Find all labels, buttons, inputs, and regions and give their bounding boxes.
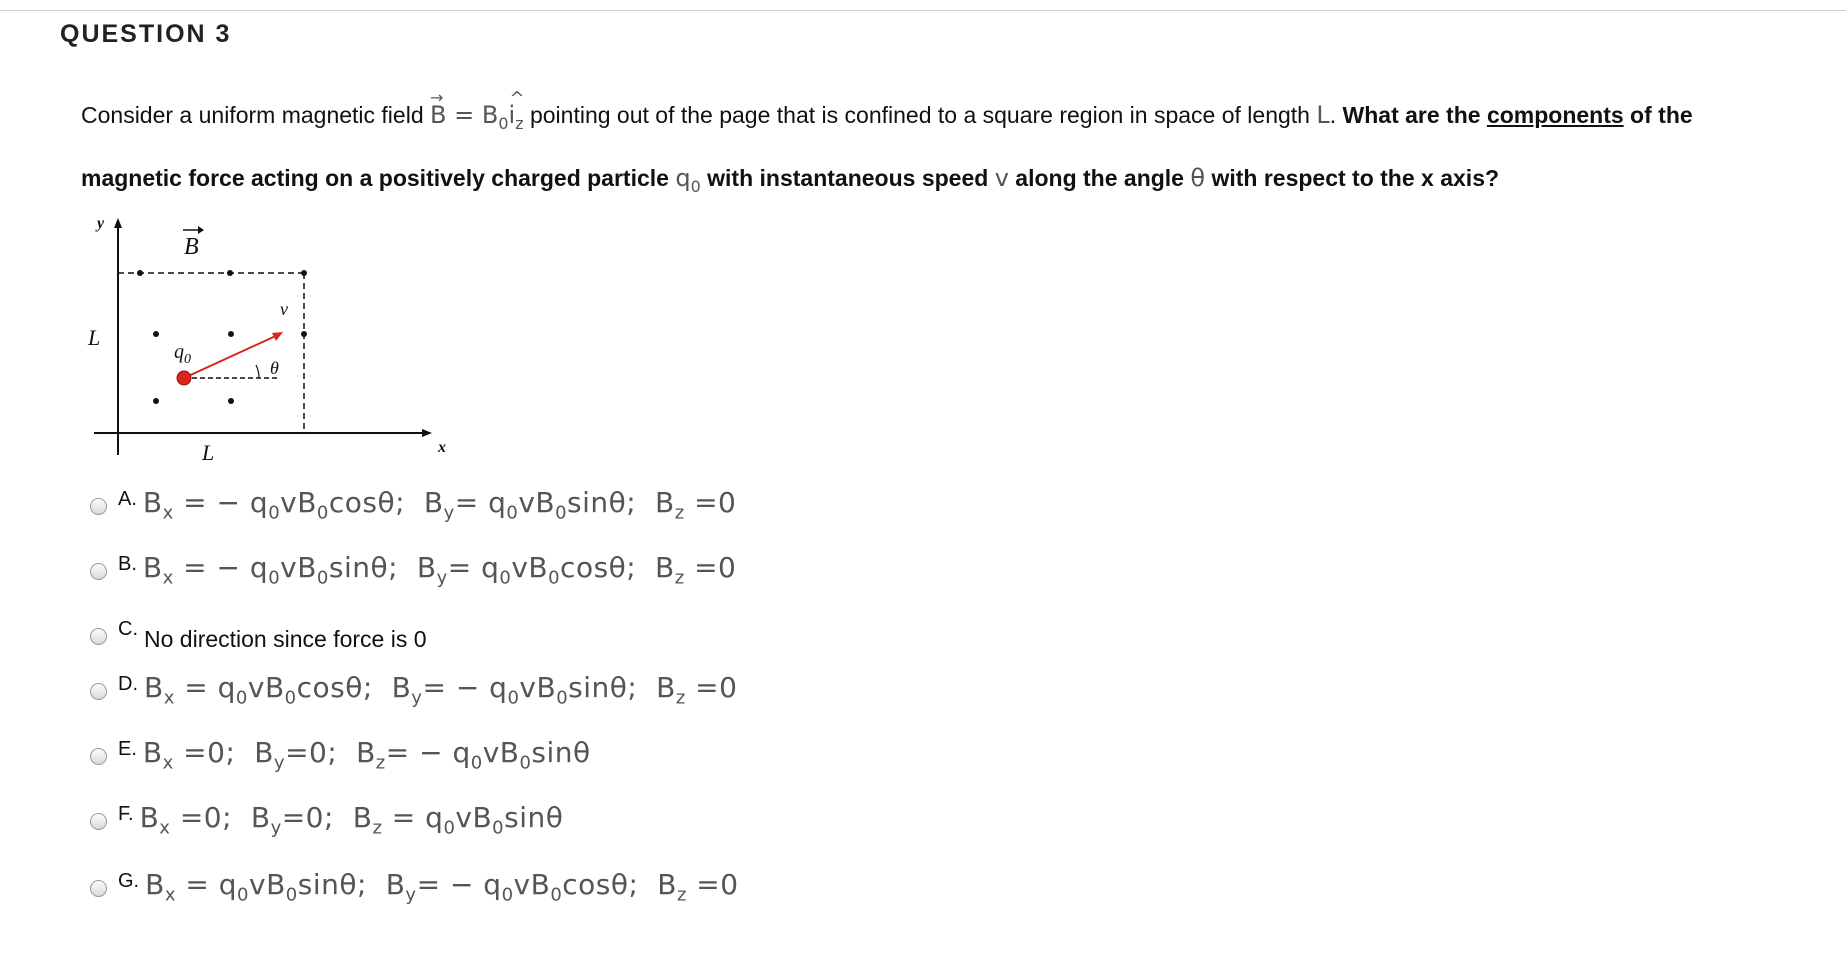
option-g-expression: $B_x = q_0vB_0\sin\theta$; $B_y= - q_0vB_0\cos\theta$; $B_z =0$ (145, 868, 739, 906)
field-dot (153, 398, 159, 404)
charge-label: $q_0$ (174, 341, 191, 367)
option-b[interactable]: B. $B_x$ = − $q_0vB_0\sin\theta$; $B_y= q_0vB_0\cos\theta$; $B_z =0$ (90, 550, 736, 590)
option-b-expression: $B_x$ = − $q_0vB_0\sin\theta$; $B_y= q_0vB_0\cos\theta$; $B_z =0$ (142, 551, 737, 589)
velocity-label: v (280, 299, 288, 319)
magnetic-field-diagram (80, 210, 460, 475)
option-g[interactable]: G. $B_x = q_0vB_0\sin\theta$; $B_y= - q_0vB_0\cos\theta$; $B_z =0$ (90, 867, 739, 907)
option-f-expression: $B_x =0$; $B_y=0$; $B_z = q_0vB_0\sin\theta$ (139, 801, 564, 839)
field-dot (301, 331, 307, 337)
field-dot (228, 398, 234, 404)
length-symbol: L (1316, 101, 1330, 129)
option-f-radio[interactable] (90, 813, 107, 830)
side-length-bottom-label: L (202, 440, 215, 465)
charge-symbol: $q_0$ (675, 163, 701, 196)
option-d-radio[interactable] (90, 683, 107, 700)
diagram-b-label: B (184, 234, 199, 260)
option-d[interactable]: D. $B_x = q_0vB_0\cos\theta$; $B_y= - q_0vB_0\sin\theta$; $B_z =0$ (90, 670, 737, 710)
option-a-expression: $B_x$ = − $q_0vB_0\cos\theta$; $B_y= q_0vB_0\sin\theta$; $B_z =0$ (142, 486, 737, 524)
top-divider (0, 10, 1846, 11)
theta-label: θ (270, 358, 279, 378)
velocity-arrow (184, 334, 280, 378)
option-a-radio[interactable] (90, 498, 107, 515)
question-line-2: magnetic force acting on a positively charged particle $q_0$ with instantaneous speed v along the angle θ with respect to the x axis? (81, 163, 1500, 196)
field-dot (153, 331, 159, 337)
option-d-expression: $B_x = q_0vB_0\cos\theta$; $B_y= - q_0vB_0\sin\theta$; $B_z =0$ (144, 671, 738, 709)
y-axis-label: y (97, 215, 105, 232)
question-text (81, 88, 1801, 214)
field-dot (137, 270, 143, 276)
angle-arc (256, 365, 259, 378)
option-e[interactable]: E. $B_x =0$; $B_y=0$; $B_z= - q_0vB_0\sin\theta$ (90, 735, 591, 775)
option-c[interactable]: C. No direction since force is 0 (90, 615, 427, 655)
side-length-left-label: L (88, 325, 101, 350)
option-c-text: No direction since force is 0 (144, 625, 427, 652)
field-dot (228, 331, 234, 337)
question-title: QUESTION 3 (60, 20, 232, 48)
field-dot (227, 270, 233, 276)
field-dot (301, 270, 307, 276)
question-line-1: Consider a uniform magnetic field → $B = B_0\^{}$ $i_z$ pointing out of the page that is confined to a square region in space of length L. What are the components of the (81, 88, 1801, 151)
x-axis-arrow (422, 429, 432, 437)
option-c-radio[interactable] (90, 628, 107, 645)
b-vector-arrowhead (198, 226, 204, 234)
x-axis-label: x (438, 439, 446, 456)
angle-symbol: θ (1190, 163, 1206, 192)
option-b-radio[interactable] (90, 563, 107, 580)
option-g-radio[interactable] (90, 880, 107, 897)
field-expression: → $B = B_0\^{}$ $i_z$ (430, 101, 524, 129)
option-e-expression: $B_x =0$; $B_y=0$; $B_z= - q_0vB_0\sin\theta$ (142, 736, 591, 774)
option-a[interactable]: A. $B_x$ = − $q_0vB_0\cos\theta$; $B_y= q_0vB_0\sin\theta$; $B_z =0$ (90, 485, 736, 525)
charged-particle (177, 371, 191, 385)
option-e-radio[interactable] (90, 748, 107, 765)
option-f[interactable]: F. $B_x =0$; $B_y=0$; $B_z = q_0vB_0\sin\theta$ (90, 800, 563, 840)
speed-symbol: v (994, 163, 1009, 192)
y-axis-arrow (114, 218, 122, 228)
